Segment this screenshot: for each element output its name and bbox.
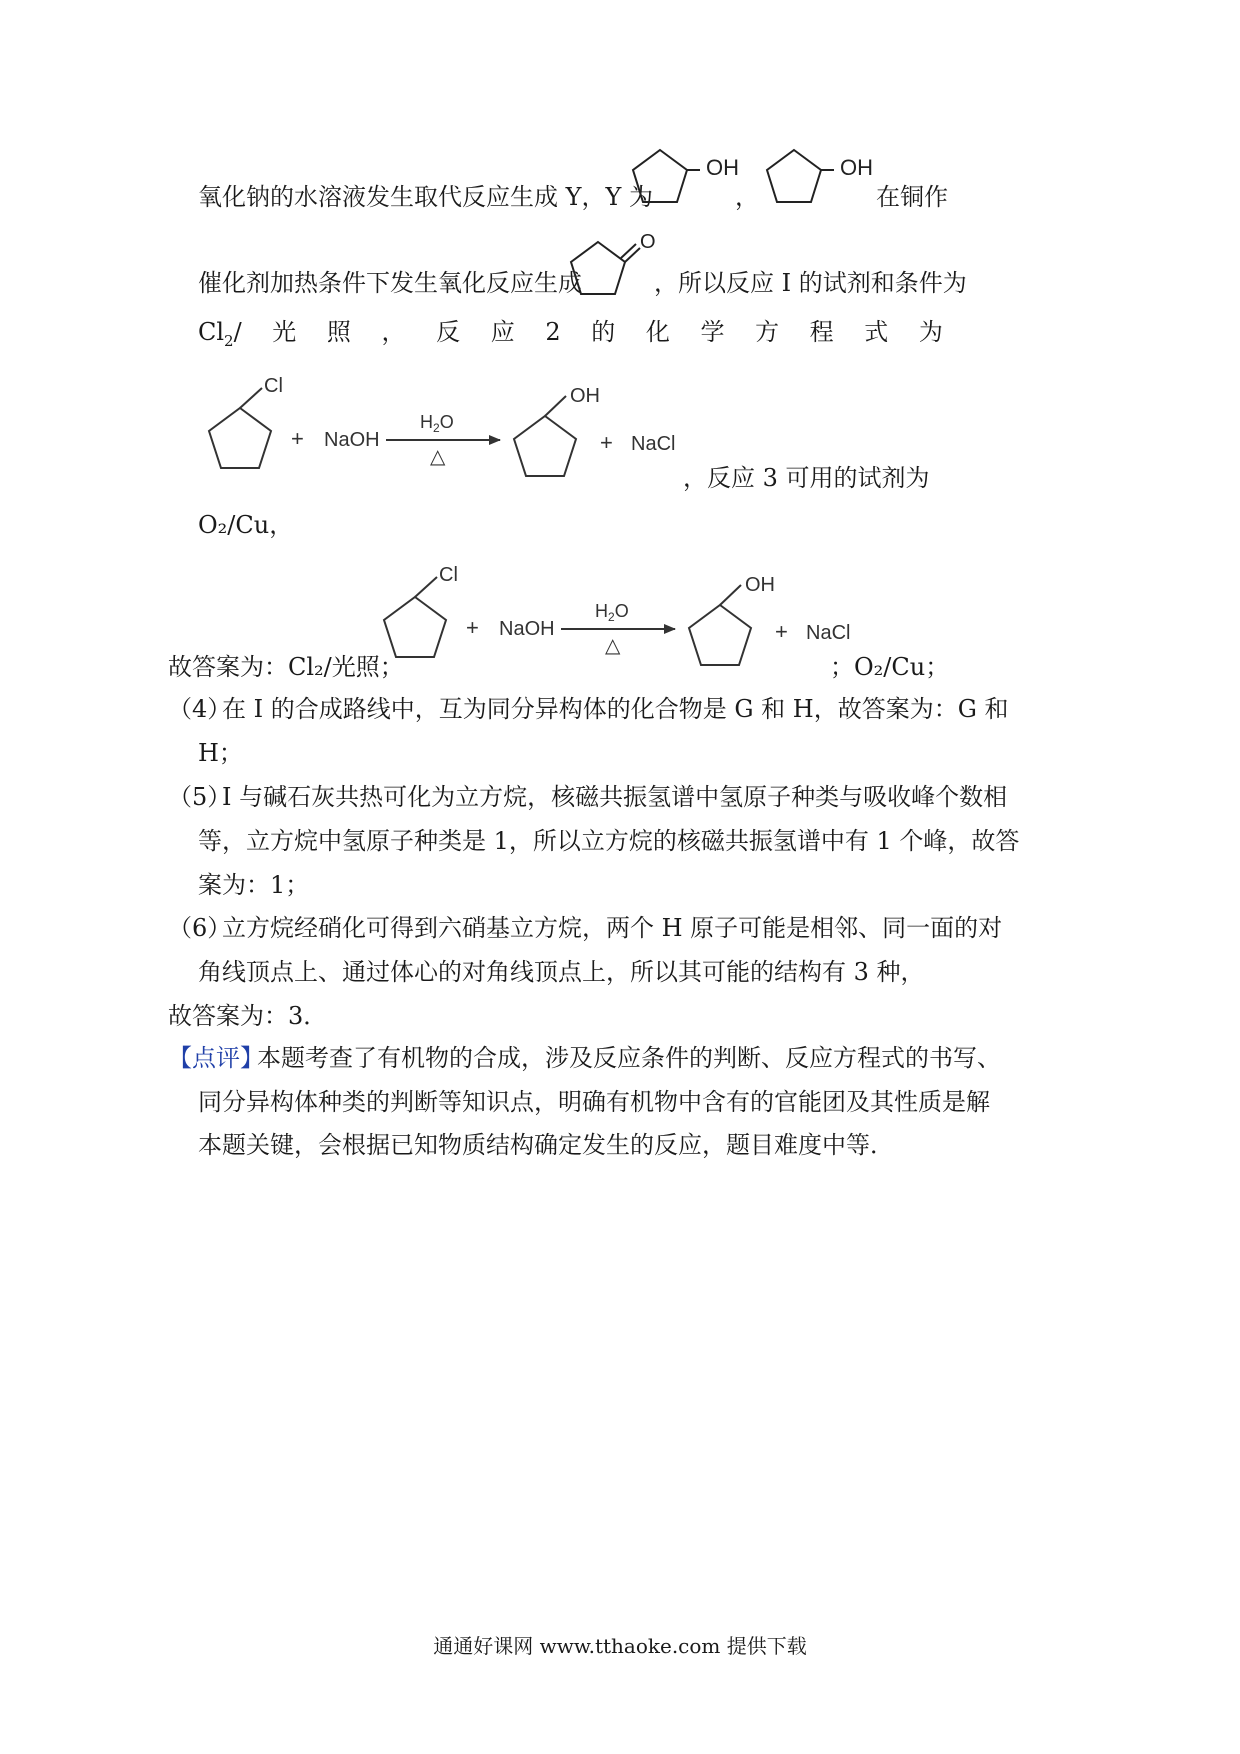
nacl-label: NaCl [631,433,676,455]
paragraph-y-comma: ， [735,183,759,211]
ketone-o-label: O [640,231,656,253]
page-footer: 通通好课网 www.tthaoke.com 提供下载 [433,1634,807,1658]
reaction2-intro-word: 2 [545,318,561,346]
plus-sign: + [466,615,479,640]
reaction2-intro-word: 应 [490,318,515,346]
h2o-label: $H_2O$ [595,601,629,624]
comment-line3: 本题关键，会根据已知物质结构确定发生的反应，题目难度中等． [198,1131,894,1159]
q6-label: （6） [168,914,232,942]
q5-line3: 案为：1； [198,871,310,899]
cyclopentanol-structure-1 [630,145,750,220]
comment-line2: 同分异构体种类的判断等知识点，明确有机物中含有的官能团及其性质是解 [198,1088,990,1116]
reaction2-intro-word: 照 [326,318,351,346]
paragraph-y-text: 氧化钠的水溶液发生取代反应生成 Y，Y 为 [198,183,653,211]
cyclopentanol-structure-2 [764,145,884,220]
paragraph-y-tail: 在铜作 [876,183,948,211]
q4-line1: 在 I 的合成路线中，互为同分异构体的化合物是 G 和 H，故答案为：G 和 [222,695,1009,723]
cl-label: Cl [264,375,283,397]
reaction2-intro-word: 为 [918,318,943,346]
paragraph-oxidation-text: 催化剂加热条件下发生氧化反应生成 [198,269,582,297]
q4-label: （4） [168,695,232,723]
oh-label: OH [706,155,739,180]
reaction2-intro-word: 学 [700,318,725,346]
q5-line1: I 与碱石灰共热可化为立方烷，核磁共振氢谱中氢原子种类与吸收峰个数相 [222,783,1008,811]
reaction-equation-2 [373,557,873,672]
answer-suffix: ；O₂/Cu； [830,653,950,681]
reaction2-intro-word: 的 [591,318,616,346]
plus-sign: + [775,619,788,644]
reaction3-text: ，反应 3 可用的试剂为 [683,464,930,492]
nacl-label: NaCl [806,622,851,644]
cl-label: Cl [439,564,458,586]
o2cu-line: O₂/Cu， [198,511,294,539]
heat-symbol: △ [430,446,446,468]
q6-line1: 立方烷经硝化可得到六硝基立方烷，两个 H 原子可能是相邻、同一面的对 [222,914,1003,942]
q6-line3: 故答案为：3． [168,1002,328,1030]
reaction2-intro-word: 方 [755,318,780,346]
comment-label: 【点评】 [168,1044,264,1072]
heat-symbol: △ [605,635,621,657]
reaction-equation-1 [198,368,698,483]
paragraph-oxidation-tail: ，所以反应 I 的试剂和条件为 [654,269,967,297]
naoh-label: NaOH [324,429,380,451]
q5-label: （5） [168,783,232,811]
reaction2-intro-word: 化 [645,318,670,346]
reaction2-intro-word: 程 [809,318,834,346]
oh-label: OH [570,385,600,407]
naoh-label: NaOH [499,618,555,640]
h2o-label: $H_2O$ [420,412,454,435]
q6-line2: 角线顶点上、通过体心的对角线顶点上，所以其可能的结构有 3 种， [198,958,925,986]
q5-line2: 等，立方烷中氢原子种类是 1，所以立方烷的核磁共振氢谱中有 1 个峰，故答 [198,827,1020,855]
reaction2-intro-line [198,315,943,358]
reaction2-intro-word: 光 [272,318,297,346]
cyclopentanone-structure [568,231,663,304]
answer-prefix: 故答案为：Cl₂/光照； [168,653,404,681]
reaction2-intro-word: ， [381,318,406,346]
plus-sign: + [291,426,304,451]
plus-sign: + [600,430,613,455]
reaction2-intro-word: 式 [864,318,889,346]
comment-line1: 本题考查了有机物的合成，涉及反应条件的判断、反应方程式的书写、 [257,1044,1001,1072]
oh-label: OH [745,574,775,596]
reaction2-intro-cl2: $Cl_2/$ [198,318,242,350]
reaction2-intro-word: 反 [436,318,461,346]
oh-label: OH [840,155,873,180]
q4-line2: H； [198,739,243,767]
